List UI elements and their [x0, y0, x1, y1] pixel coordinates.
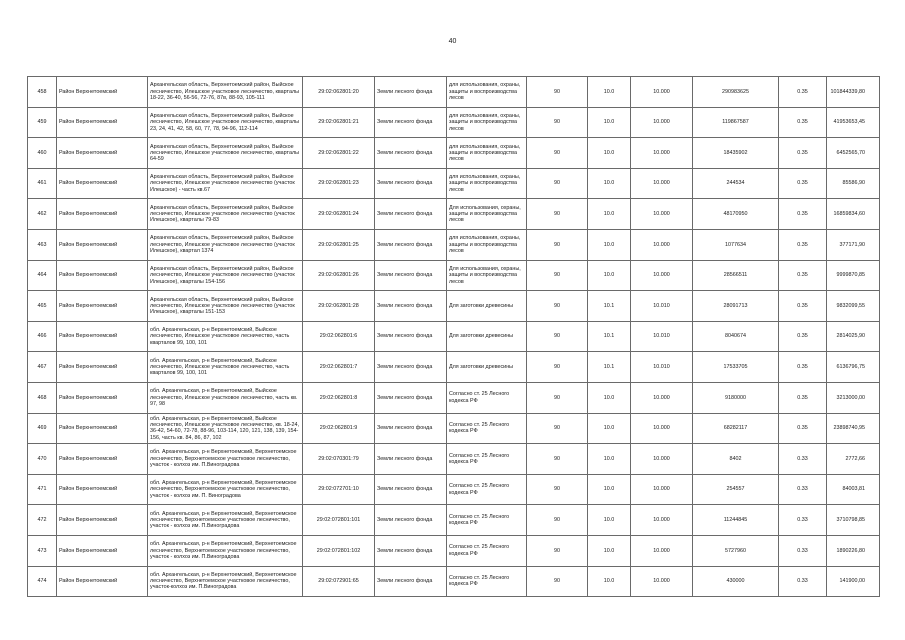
- table-row: [28, 413, 880, 444]
- register-body: [28, 77, 880, 597]
- rate-cell: 0.35: [779, 138, 827, 169]
- address-cell: обл. Архангельская, р-н Верхнетоемский, Верхнетоемское лесничество, Верхнетоемское участковое лесничество, участок - колхоз им. П.Виноградова: [148, 444, 303, 475]
- district-cell: Район Верхнетоемский: [57, 199, 148, 230]
- district-cell: Район Верхнетоемский: [57, 444, 148, 475]
- page-number: 40: [448, 38, 457, 45]
- cadastral-number-cell: 29:02:062801:9: [303, 413, 375, 444]
- amount-cell: 3213000,00: [827, 382, 880, 413]
- rate-cell: 0.35: [779, 413, 827, 444]
- index-cell: 10.0: [588, 199, 631, 230]
- rate-cell: 0.35: [779, 107, 827, 138]
- code-cell: 90: [527, 260, 588, 291]
- amount-cell: 16859834,60: [827, 199, 880, 230]
- land-category-cell: Земли лесного фонда: [375, 168, 447, 199]
- cadastral-number-cell: 29:02:062801:8: [303, 382, 375, 413]
- district-cell: Район Верхнетоемский: [57, 229, 148, 260]
- address-cell: обл. Архангельская, р-н Верхнетоемский, Верхнетоемское лесничество, Верхнетоемское участковое лесничество, участок - колхоз им. П.Виноградова: [148, 535, 303, 566]
- permitted-use-cell: Для использования, охраны, защиты и воспроизводства лесов: [447, 199, 527, 230]
- code-cell: 90: [527, 474, 588, 505]
- rate-cell: 0.35: [779, 229, 827, 260]
- index-cell: 10.0: [588, 77, 631, 108]
- area-cell: 17533705: [693, 352, 779, 383]
- land-category-cell: Земли лесного фонда: [375, 260, 447, 291]
- coefficient-cell: 10.000: [631, 199, 693, 230]
- row-number: 459: [28, 107, 57, 138]
- area-cell: 9180000: [693, 382, 779, 413]
- permitted-use-cell: Для заготовки древесины: [447, 352, 527, 383]
- index-cell: 10.0: [588, 382, 631, 413]
- permitted-use-cell: для использования, охраны, защиты и воспроизводства лесов: [447, 77, 527, 108]
- amount-cell: 6452565,70: [827, 138, 880, 169]
- address-cell: обл. Архангельская, р-н Верхнетоемский, Выйское лесничество, Илешское участковое лесничество, часть кв. 97, 98: [148, 382, 303, 413]
- row-number: 472: [28, 505, 57, 536]
- rate-cell: 0.35: [779, 382, 827, 413]
- land-category-cell: Земли лесного фонда: [375, 535, 447, 566]
- coefficient-cell: 10.000: [631, 260, 693, 291]
- amount-cell: 2814025,90: [827, 321, 880, 352]
- table-row: [28, 474, 880, 505]
- area-cell: 28566511: [693, 260, 779, 291]
- index-cell: 10.0: [588, 444, 631, 475]
- code-cell: 90: [527, 505, 588, 536]
- area-cell: 68282117: [693, 413, 779, 444]
- area-cell: 48170950: [693, 199, 779, 230]
- coefficient-cell: 10.010: [631, 291, 693, 322]
- cadastral-number-cell: 29:02:062801:7: [303, 352, 375, 383]
- row-number: 458: [28, 77, 57, 108]
- cadastral-number-cell: 29:02:062801:21: [303, 107, 375, 138]
- coefficient-cell: 10.000: [631, 382, 693, 413]
- row-number: 474: [28, 566, 57, 597]
- rate-cell: 0.35: [779, 199, 827, 230]
- land-category-cell: Земли лесного фонда: [375, 199, 447, 230]
- district-cell: Район Верхнетоемский: [57, 77, 148, 108]
- land-category-cell: Земли лесного фонда: [375, 138, 447, 169]
- code-cell: 90: [527, 444, 588, 475]
- code-cell: 90: [527, 229, 588, 260]
- amount-cell: 23898740,95: [827, 413, 880, 444]
- permitted-use-cell: Согласно ст. 25 Лесного кодекса РФ: [447, 566, 527, 597]
- amount-cell: 41953653,45: [827, 107, 880, 138]
- amount-cell: 101844339,80: [827, 77, 880, 108]
- amount-cell: 141900,00: [827, 566, 880, 597]
- area-cell: 1077634: [693, 229, 779, 260]
- land-category-cell: Земли лесного фонда: [375, 77, 447, 108]
- permitted-use-cell: Согласно ст. 25 Лесного кодекса РФ: [447, 505, 527, 536]
- amount-cell: 85586,90: [827, 168, 880, 199]
- land-category-cell: Земли лесного фонда: [375, 382, 447, 413]
- rate-cell: 0.33: [779, 444, 827, 475]
- cadastral-number-cell: 29:02:072701:10: [303, 474, 375, 505]
- code-cell: 90: [527, 321, 588, 352]
- code-cell: 90: [527, 352, 588, 383]
- address-cell: обл. Архангельская, р-н Верхнетоемский, Верхнетоемское лесничество, Верхнетоемское участковое лесничество, участок-колхоз им. П.Виноградова: [148, 566, 303, 597]
- row-number: 464: [28, 260, 57, 291]
- row-number: 460: [28, 138, 57, 169]
- table-row: [28, 107, 880, 138]
- permitted-use-cell: Для заготовки древесины: [447, 321, 527, 352]
- address-cell: Архангельская область, Верхнетоемский район, Выйское лесничество, Илешское участковое лесничество, кварталы 23, 24, 41, 42, 58, 60, 77, 78, 94-96, 112-114: [148, 107, 303, 138]
- permitted-use-cell: для использования, охраны, защиты и воспроизводства лесов: [447, 138, 527, 169]
- coefficient-cell: 10.000: [631, 474, 693, 505]
- land-category-cell: Земли лесного фонда: [375, 229, 447, 260]
- permitted-use-cell: для использования, охраны, защиты и воспроизводства лесов: [447, 168, 527, 199]
- amount-cell: 3710798,85: [827, 505, 880, 536]
- district-cell: Район Верхнетоемский: [57, 291, 148, 322]
- permitted-use-cell: Для использования, охраны, защиты и воспроизводства лесов: [447, 260, 527, 291]
- rate-cell: 0.35: [779, 260, 827, 291]
- cadastral-number-cell: 29:02:072801:101: [303, 505, 375, 536]
- district-cell: Район Верхнетоемский: [57, 413, 148, 444]
- amount-cell: 9999870,85: [827, 260, 880, 291]
- code-cell: 90: [527, 566, 588, 597]
- index-cell: 10.0: [588, 168, 631, 199]
- coefficient-cell: 10.000: [631, 566, 693, 597]
- index-cell: 10.0: [588, 505, 631, 536]
- amount-cell: 6136796,75: [827, 352, 880, 383]
- table-row: [28, 77, 880, 108]
- index-cell: 10.0: [588, 107, 631, 138]
- amount-cell: 377171,90: [827, 229, 880, 260]
- index-cell: 10.0: [588, 535, 631, 566]
- index-cell: 10.1: [588, 321, 631, 352]
- address-cell: Архангельская область, Верхнетоемский район, Выйское лесничество, Илешское участковое лесничество, кварталы 18-22, 36-40, 56-56, 72-76, 87в, 88-93, 105-111: [148, 77, 303, 108]
- code-cell: 90: [527, 413, 588, 444]
- coefficient-cell: 10.000: [631, 444, 693, 475]
- coefficient-cell: 10.000: [631, 107, 693, 138]
- address-cell: Архангельская область, Верхнетоемский район, Выйское лесничество, Илешское участковое лесничество (участок Илешское) - часть кв.67: [148, 168, 303, 199]
- land-category-cell: Земли лесного фонда: [375, 505, 447, 536]
- area-cell: 11244845: [693, 505, 779, 536]
- coefficient-cell: 10.010: [631, 352, 693, 383]
- cadastral-number-cell: 29:02:062801:25: [303, 229, 375, 260]
- table-row: [28, 168, 880, 199]
- row-number: 473: [28, 535, 57, 566]
- coefficient-cell: 10.000: [631, 77, 693, 108]
- index-cell: 10.1: [588, 291, 631, 322]
- table-row: [28, 321, 880, 352]
- address-cell: Архангельская область, Верхнетоемский район, Выйское лесничество, Илешское участковое лесничество (участок Илешское), кварталы 154-156: [148, 260, 303, 291]
- cadastral-number-cell: 29:02:072801:102: [303, 535, 375, 566]
- cadastral-number-cell: 29:02:072901:65: [303, 566, 375, 597]
- address-cell: Архангельская область, Верхнетоемский район, Выйское лесничество, Илешское участковое лесничество (участок Илешское), кварталы 79-83: [148, 199, 303, 230]
- row-number: 471: [28, 474, 57, 505]
- address-cell: обл. Архангельская, р-н Верхнетоемский, Верхнетоемское лесничество, Верхнетоемское участковое лесничество, участок - колхоз им. П.Виноградова: [148, 505, 303, 536]
- district-cell: Район Верхнетоемский: [57, 321, 148, 352]
- address-cell: обл. Архангельская, р-н Верхнетоемский, Верхнетоемское лесничество, Верхнетоемское участковое лесничество, участок - колхоз им. П. Виноградова: [148, 474, 303, 505]
- rate-cell: 0.35: [779, 321, 827, 352]
- index-cell: 10.0: [588, 138, 631, 169]
- cadastral-number-cell: 29:02:062801:23: [303, 168, 375, 199]
- land-category-cell: Земли лесного фонда: [375, 444, 447, 475]
- amount-cell: 9832099,55: [827, 291, 880, 322]
- row-number: 469: [28, 413, 57, 444]
- code-cell: 90: [527, 382, 588, 413]
- amount-cell: 84003,81: [827, 474, 880, 505]
- amount-cell: 2772,66: [827, 444, 880, 475]
- permitted-use-cell: Для заготовки древесины: [447, 291, 527, 322]
- district-cell: Район Верхнетоемский: [57, 107, 148, 138]
- land-category-cell: Земли лесного фонда: [375, 291, 447, 322]
- table-row: [28, 566, 880, 597]
- row-number: 461: [28, 168, 57, 199]
- rate-cell: 0.35: [779, 77, 827, 108]
- area-cell: 430000: [693, 566, 779, 597]
- coefficient-cell: 10.010: [631, 321, 693, 352]
- district-cell: Район Верхнетоемский: [57, 505, 148, 536]
- land-category-cell: Земли лесного фонда: [375, 413, 447, 444]
- area-cell: 8040674: [693, 321, 779, 352]
- land-category-cell: Земли лесного фонда: [375, 474, 447, 505]
- code-cell: 90: [527, 199, 588, 230]
- land-category-cell: Земли лесного фонда: [375, 107, 447, 138]
- permitted-use-cell: для использования, охраны, защиты и воспроизводства лесов: [447, 107, 527, 138]
- coefficient-cell: 10.000: [631, 413, 693, 444]
- coefficient-cell: 10.000: [631, 505, 693, 536]
- cadastral-number-cell: 29:02:070301:79: [303, 444, 375, 475]
- row-number: 465: [28, 291, 57, 322]
- area-cell: 119867587: [693, 107, 779, 138]
- index-cell: 10.0: [588, 260, 631, 291]
- code-cell: 90: [527, 291, 588, 322]
- coefficient-cell: 10.000: [631, 229, 693, 260]
- permitted-use-cell: Согласно ст. 25 Лесного кодекса РФ: [447, 474, 527, 505]
- cadastral-number-cell: 29:02:062801:26: [303, 260, 375, 291]
- row-number: 467: [28, 352, 57, 383]
- address-cell: Архангельская область, Верхнетоемский район, Выйское лесничество, Илешское участковое лесничество (участок Илешское), квартал 1374: [148, 229, 303, 260]
- cadastral-number-cell: 29:02:062801:6: [303, 321, 375, 352]
- permitted-use-cell: Согласно ст. 25 Лесного кодекса РФ: [447, 535, 527, 566]
- rate-cell: 0.35: [779, 352, 827, 383]
- permitted-use-cell: Согласно ст. 25 Лесного кодекса РФ: [447, 413, 527, 444]
- rate-cell: 0.35: [779, 168, 827, 199]
- code-cell: 90: [527, 535, 588, 566]
- table-row: [28, 229, 880, 260]
- coefficient-cell: 10.000: [631, 535, 693, 566]
- address-cell: обл. Архангельская, р-н Верхнетоемский, Выйское лесничество, Илешское участковое лесничество, кв. 18-24, 36-42, 54-60, 72-78, 88-96, 103-114, 120, 121, 138, 139, 154-156, часть кв. 84, 86, 87, 102: [148, 413, 303, 444]
- index-cell: 10.0: [588, 566, 631, 597]
- row-number: 470: [28, 444, 57, 475]
- district-cell: Район Верхнетоемский: [57, 474, 148, 505]
- permitted-use-cell: Согласно ст. 25 Лесного кодекса РФ: [447, 382, 527, 413]
- index-cell: 10.0: [588, 474, 631, 505]
- index-cell: 10.1: [588, 352, 631, 383]
- rate-cell: 0.33: [779, 566, 827, 597]
- rate-cell: 0.33: [779, 474, 827, 505]
- area-cell: 18435902: [693, 138, 779, 169]
- district-cell: Район Верхнетоемский: [57, 535, 148, 566]
- cadastral-number-cell: 29:02:062801:28: [303, 291, 375, 322]
- code-cell: 90: [527, 138, 588, 169]
- district-cell: Район Верхнетоемский: [57, 168, 148, 199]
- table-row: [28, 291, 880, 322]
- table-row: [28, 138, 880, 169]
- table-row: [28, 382, 880, 413]
- cadastral-number-cell: 29:02:062801:20: [303, 77, 375, 108]
- cadastral-number-cell: 29:02:062801:24: [303, 199, 375, 230]
- address-cell: обл. Архангельская, р-н Верхнетоемский, Выйское лесничество, Илешское участковое лесничество, часть кварталов 99, 100, 101: [148, 352, 303, 383]
- area-cell: 244534: [693, 168, 779, 199]
- row-number: 463: [28, 229, 57, 260]
- district-cell: Район Верхнетоемский: [57, 260, 148, 291]
- rate-cell: 0.33: [779, 535, 827, 566]
- rate-cell: 0.33: [779, 505, 827, 536]
- area-cell: 5727960: [693, 535, 779, 566]
- land-category-cell: Земли лесного фонда: [375, 566, 447, 597]
- district-cell: Район Верхнетоемский: [57, 352, 148, 383]
- address-cell: обл. Архангельская, р-н Верхнетоемский, Выйское лесничество, Илешское участковое лесничество, часть кварталов 99, 100, 101: [148, 321, 303, 352]
- permitted-use-cell: для использования, охраны, защиты и воспроизводства лесов: [447, 229, 527, 260]
- cadastral-number-cell: 29:02:062801:22: [303, 138, 375, 169]
- index-cell: 10.0: [588, 413, 631, 444]
- coefficient-cell: 10.000: [631, 168, 693, 199]
- table-row: [28, 199, 880, 230]
- row-number: 462: [28, 199, 57, 230]
- district-cell: Район Верхнетоемский: [57, 382, 148, 413]
- district-cell: Район Верхнетоемский: [57, 138, 148, 169]
- index-cell: 10.0: [588, 229, 631, 260]
- row-number: 468: [28, 382, 57, 413]
- area-cell: 254557: [693, 474, 779, 505]
- area-cell: 8402: [693, 444, 779, 475]
- permitted-use-cell: Согласно ст. 25 Лесного кодекса РФ: [447, 444, 527, 475]
- coefficient-cell: 10.000: [631, 138, 693, 169]
- code-cell: 90: [527, 168, 588, 199]
- code-cell: 90: [527, 107, 588, 138]
- area-cell: 290983625: [693, 77, 779, 108]
- district-cell: Район Верхнетоемский: [57, 566, 148, 597]
- address-cell: Архангельская область, Верхнетоемский район, Выйское лесничество, Илешское участковое лесничество (участок Илешское), кварталы 151-153: [148, 291, 303, 322]
- address-cell: Архангельская область, Верхнетоемский район, Выйское лесничество, Илешское участковое лесничество, кварталы 64-59: [148, 138, 303, 169]
- rate-cell: 0.35: [779, 291, 827, 322]
- code-cell: 90: [527, 77, 588, 108]
- table-row: [28, 352, 880, 383]
- table-row: [28, 535, 880, 566]
- row-number: 466: [28, 321, 57, 352]
- area-cell: 28091713: [693, 291, 779, 322]
- table-row: [28, 444, 880, 475]
- land-register-table: [27, 76, 880, 597]
- land-category-cell: Земли лесного фонда: [375, 352, 447, 383]
- amount-cell: 1890226,80: [827, 535, 880, 566]
- table-row: [28, 505, 880, 536]
- land-category-cell: Земли лесного фонда: [375, 321, 447, 352]
- table-row: [28, 260, 880, 291]
